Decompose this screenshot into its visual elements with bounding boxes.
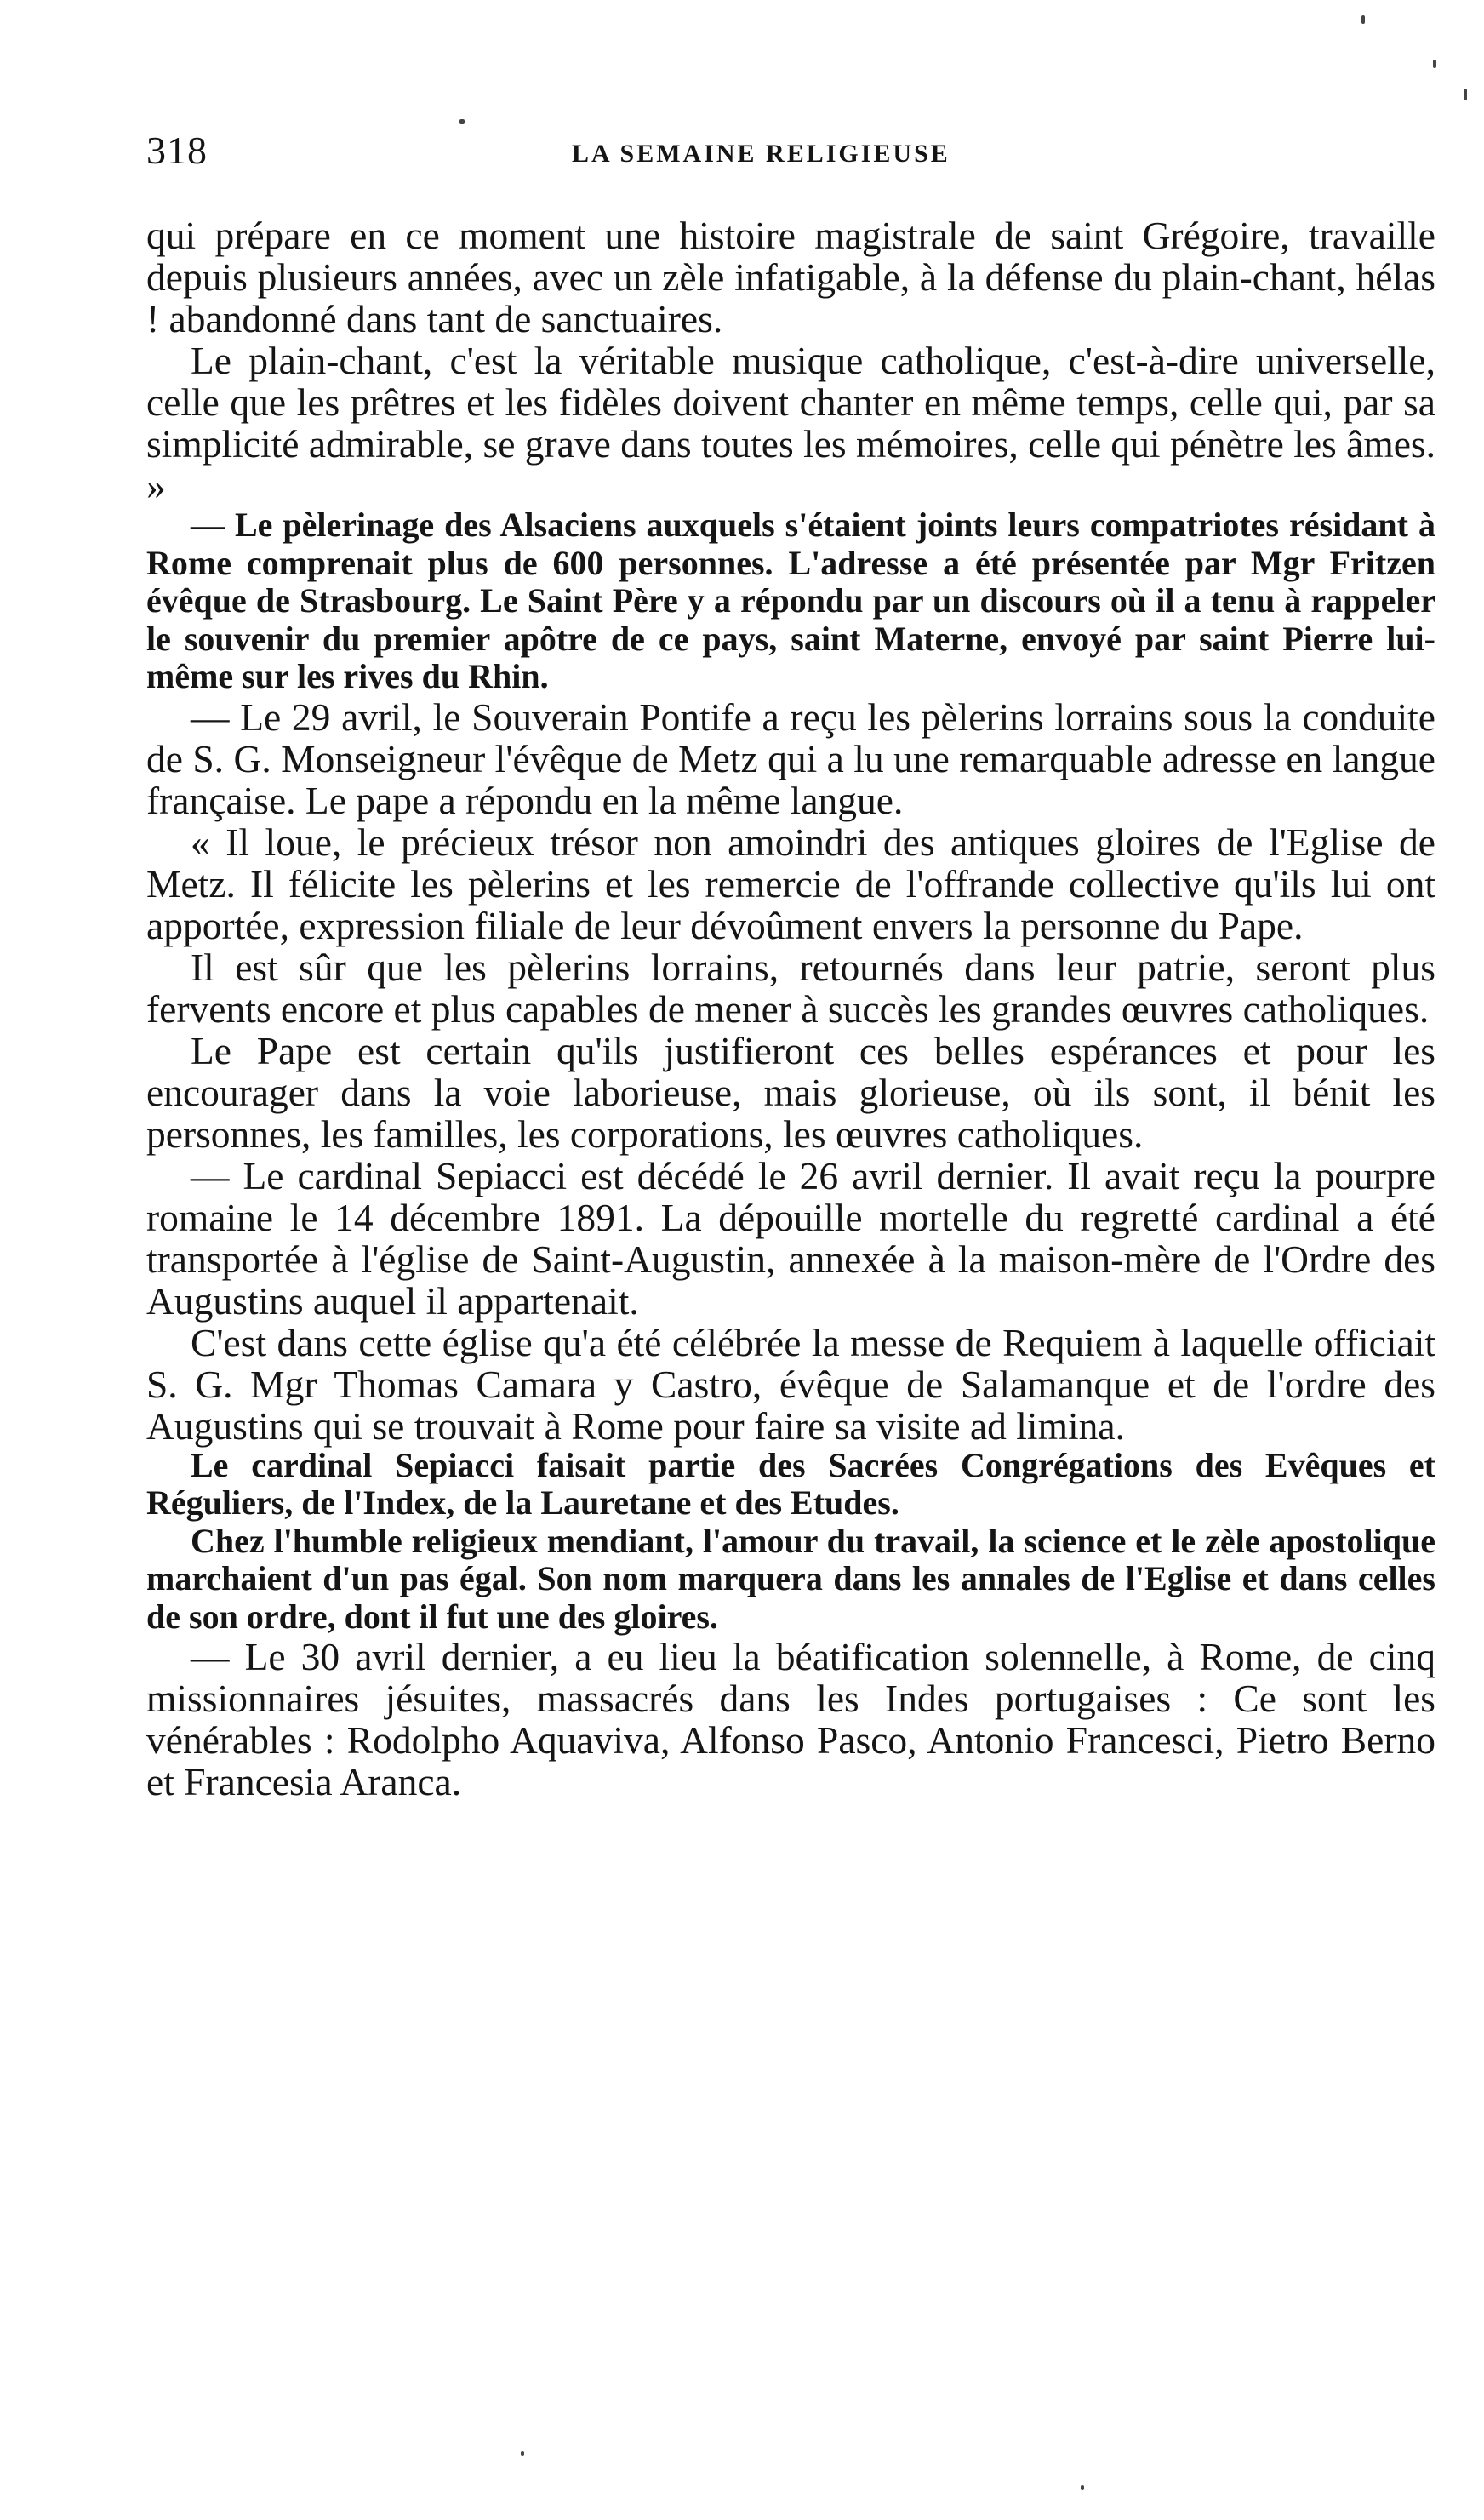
page-header <box>146 128 1435 179</box>
scan-speck <box>1464 89 1467 100</box>
page-number: 318 <box>146 129 208 172</box>
scan-speck <box>521 2451 524 2456</box>
paragraph: — Le 29 avril, le Souverain Pontife a reçu les pèlerins lorrains sous la conduite de S. G. Monseigneur l'évêque de Metz qui a lu une remarquable adresse en langue française. Le pape a répondu en la même langue. <box>146 694 1435 822</box>
paragraph: — Le cardinal Sepiacci est décédé le 26 avril dernier. Il avait reçu la pourpre romaine le 14 décembre 1891. La dépouille mortelle du regretté cardinal a été transportée à l'église de Saint-Augustin, annexée à la maison-mère de l'Ordre des Augustins auquel il appartenait. <box>146 1153 1435 1323</box>
paragraph: « Il loue, le précieux trésor non amoindri des antiques gloires de l'Eglise de Metz. Il félicite les pèlerins et les remercie de l'offrande collective qu'ils lui ont apportée, expression filiale de leur dévoûment envers la personne du Pape. <box>146 820 1435 947</box>
running-title: LA SEMAINE RELIGIEUSE <box>572 140 950 168</box>
paragraph: Le plain-chant, c'est la véritable musique catholique, c'est-à-dire universelle, celle que les prêtres et les fidèles doivent chanter en même temps, celle qui, par sa simplicité admirable, se grave dans toutes les mémoires, celle qui pénètre les âmes. » <box>146 339 1435 507</box>
paragraph: Il est sûr que les pèlerins lorrains, retournés dans leur patrie, seront plus fervents encore et plus capables de mener à succès les grandes œuvres catholiques. <box>146 945 1435 1031</box>
article-body <box>146 214 1435 1803</box>
paragraph: — Le 30 avril dernier, a eu lieu la béatification solennelle, à Rome, de cinq missionnaires jésuites, massacrés dans les Indes portugaises : Ce sont les vénérables : Rodolpho Aquaviva, Alfonso Pasco, Antonio Francesci, Pietro Berno et Francesia Aranca. <box>146 1635 1435 1803</box>
paragraph: Chez l'humble religieux mendiant, l'amour du travail, la science et le zèle apostolique marchaient d'un pas égal. Son nom marquera dans les annales de l'Eglise et dans celles de son ordre, dont il fut une des gloires. <box>146 1521 1435 1636</box>
scan-speck <box>1433 60 1436 68</box>
scan-speck <box>1361 15 1365 24</box>
scan-speck <box>459 119 465 124</box>
paragraph: Le Pape est certain qu'ils justifieront ces belles espérances et pour les encourager dans la voie laborieuse, mais glorieuse, où ils sont, il bénit les personnes, les familles, les corporations, les œuvres catholiques. <box>146 1028 1435 1156</box>
scan-speck <box>1081 2485 1084 2490</box>
paragraph: — Le pèlerinage des Alsaciens auxquels s'étaient joints leurs compatriotes résidant à Rome comprenait plus de 600 personnes. L'adresse a été présentée par Mgr Fritzen évêque de Strasbourg. Le Saint Père y a répondu par un discours où il a tenu à rappeler le souvenir du premier apôtre de ce pays, saint Materne, envoyé par saint Pierre lui-même sur les rives du Rhin. <box>146 506 1435 695</box>
paragraph: Le cardinal Sepiacci faisait partie des Sacrées Congrégations des Evêques et Réguliers, de l'Index, de la Lauretane et des Etudes. <box>146 1445 1435 1522</box>
paragraph: C'est dans cette église qu'a été célébrée la messe de Requiem à laquelle officiait S. G. Mgr Thomas Camara y Castro, évêque de Salamanque et de l'ordre des Augustins qui se trouvait à Rome pour faire sa visite ad limina. <box>146 1320 1435 1448</box>
paragraph: qui prépare en ce moment une histoire magistrale de saint Grégoire, travaille depuis plusieurs années, avec un zèle infatigable, à la défense du plain-chant, hélas ! abandonné dans tant de sanctuaires. <box>146 214 1435 340</box>
